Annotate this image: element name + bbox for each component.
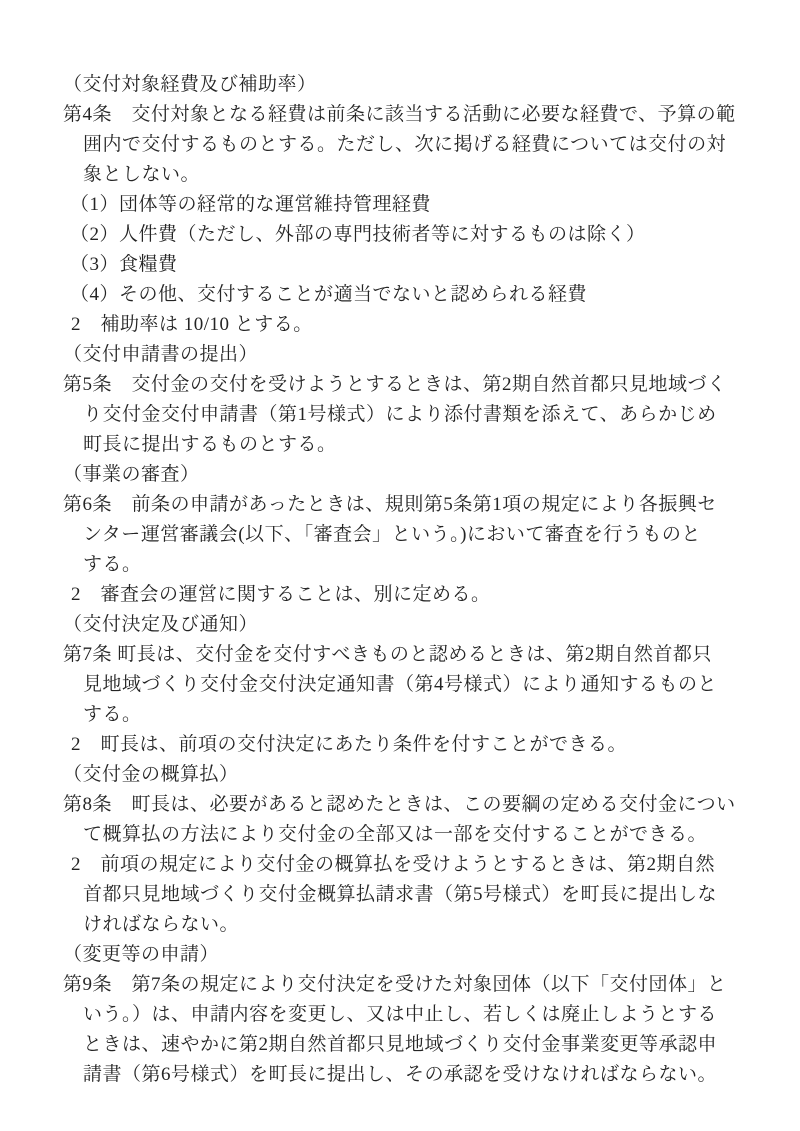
document-line: 第7条 町長は、交付金を交付すべきものと認めるときは、第2期自然首都只 — [63, 644, 712, 665]
document-line: （事業の審査） — [63, 464, 200, 485]
document-line: （交付決定及び通知） — [63, 614, 259, 635]
document-text-block — [63, 70, 763, 1090]
document-line: ければならない。 — [83, 914, 240, 935]
document-line: 囲内で交付するものとする。ただし、次に掲げる経費については交付の対 — [83, 134, 727, 155]
document-line: 第5条 交付金の交付を受けようとするときは、第2期自然首都只見地域づく — [63, 374, 727, 395]
document-line: 請書（第6号様式）を町長に提出し、その承認を受けなければならない。 — [83, 1064, 718, 1085]
document-line: 見地域づくり交付金交付決定通知書（第4号様式）により通知するものと — [83, 674, 718, 695]
document-line: （交付対象経費及び補助率） — [63, 74, 317, 95]
document-line: （変更等の申請） — [63, 944, 220, 965]
document-line: 第4条 交付対象となる経費は前条に該当する活動に必要な経費で、予算の範 — [63, 104, 736, 125]
document-line: 首都只見地域づくり交付金概算払請求書（第5号様式）を町長に提出しな — [83, 884, 718, 905]
document-line: 第9条 第7条の規定により交付決定を受けた対象団体（以下「交付団体」と — [63, 974, 727, 995]
document-line: 2 町長は、前項の交付決定にあたり条件を付すことができる。 — [71, 734, 628, 755]
document-line: （交付申請書の提出） — [63, 344, 259, 365]
document-line: 2 審査会の運営に関することは、別に定める。 — [71, 584, 491, 605]
document-line: （2）人件費（ただし、外部の専門技術者等に対するものは除く） — [70, 224, 646, 245]
document-line: て概算払の方法により交付金の全部又は一部を交付することができる。 — [83, 824, 708, 845]
document-line: （交付金の概算払） — [63, 764, 239, 785]
document-line: ンター運営審議会(以下、「審査会」という。)において審査を行うものと — [83, 524, 701, 545]
document-line: （1）団体等の経常的な運営維持管理経費 — [70, 194, 432, 215]
document-line: 第8条 町長は、必要があると認めたときは、この要綱の定める交付金につい — [63, 794, 736, 815]
document-line: （3）食糧費 — [70, 254, 178, 275]
document-line: いう。）は、申請内容を変更し、又は中止し、若しくは廃止しようとする — [83, 1004, 718, 1025]
document-line: 2 補助率は 10/10 とする。 — [71, 314, 313, 335]
document-line: 町長に提出するものとする。 — [83, 434, 337, 455]
document-line: 象としない。 — [83, 164, 201, 185]
document-line: り交付金交付申請書（第1号様式）により添付書類を添えて、あらかじめ — [83, 404, 717, 425]
document-line: 第6条 前条の申請があったときは、規則第5条第1項の規定により各振興セ — [63, 494, 717, 515]
document-line: ときは、速やかに第2期自然首都只見地域づくり交付金事業変更等承認申 — [83, 1034, 718, 1055]
document-line: 2 前項の規定により交付金の概算払を受けようとするときは、第2期自然 — [71, 854, 716, 875]
document-line: する。 — [83, 704, 142, 725]
document-line: （4）その他、交付することが適当でないと認められる経費 — [70, 284, 588, 305]
document-line: する。 — [83, 554, 142, 575]
